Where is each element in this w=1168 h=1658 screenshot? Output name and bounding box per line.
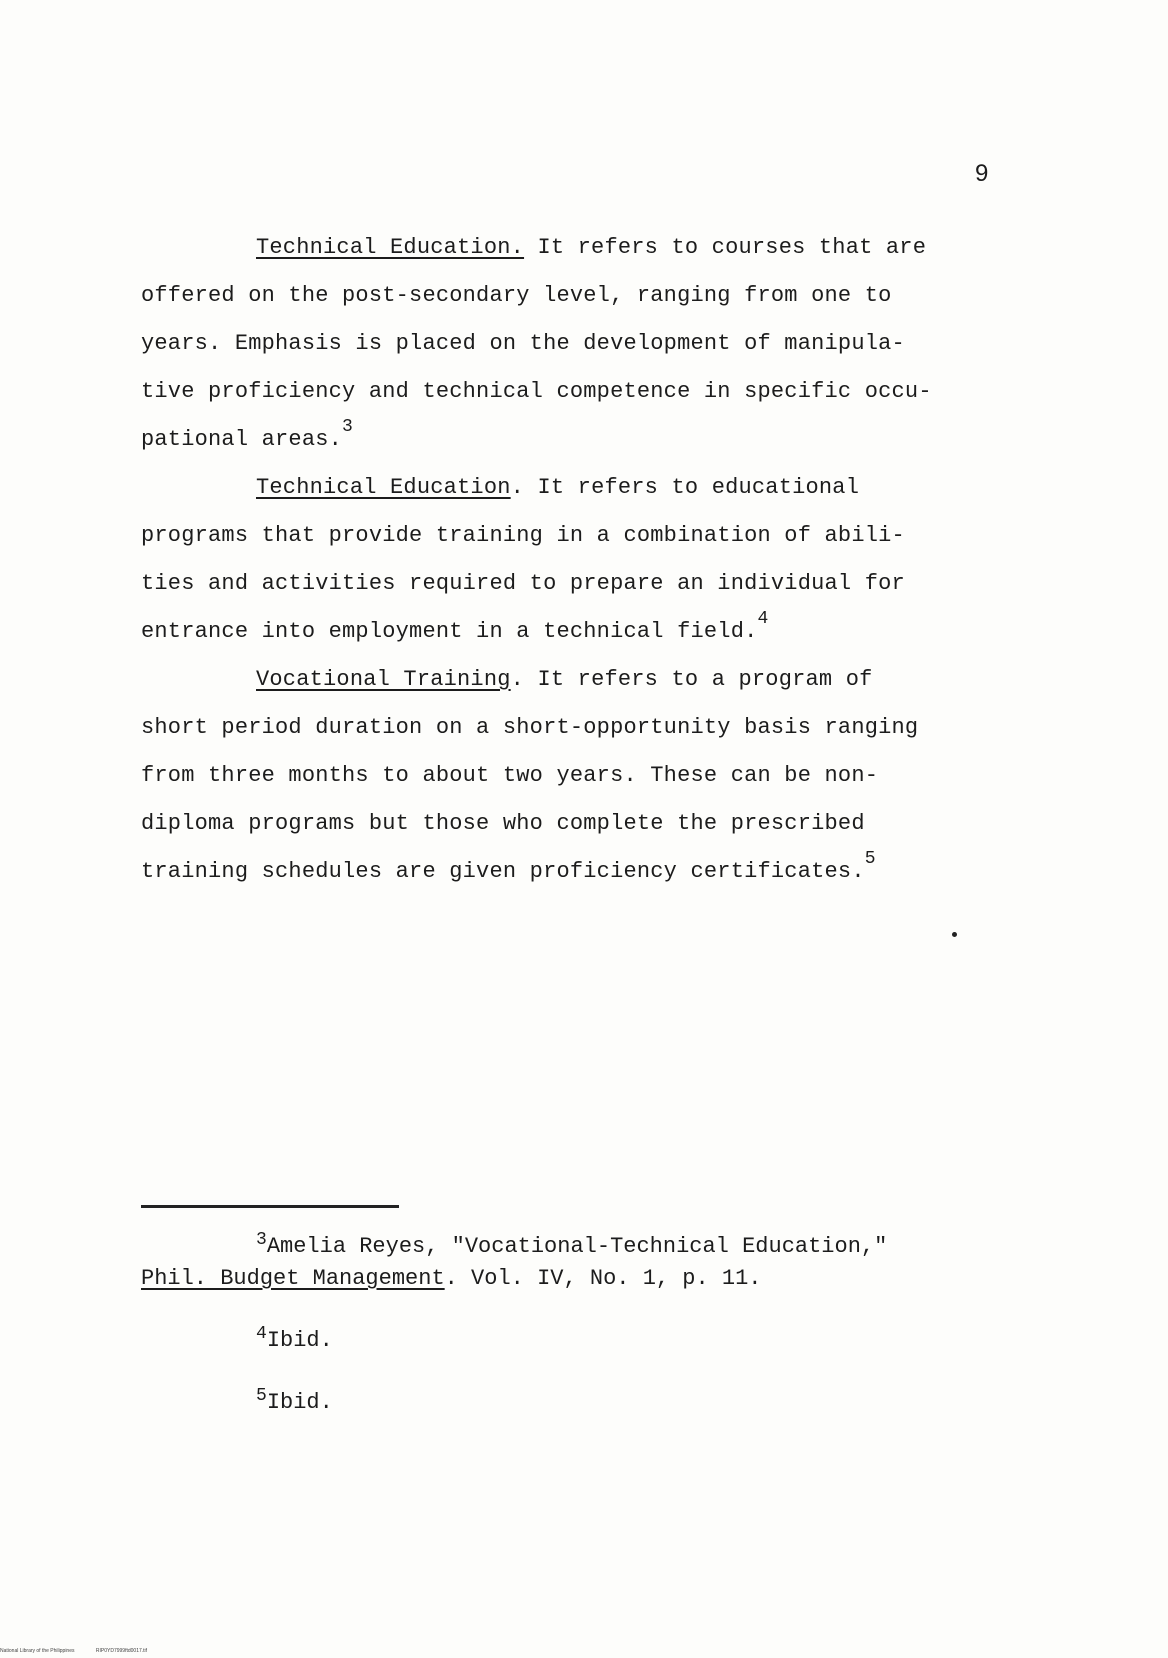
paragraph-1-line: offered on the post-secondary level, ranging from one to — [141, 283, 892, 308]
paragraph-1-first-line-text: It refers to courses that are — [524, 235, 927, 260]
footer-library: National Library of the Philippines — [0, 1648, 75, 1654]
footnotes — [141, 1231, 1001, 1419]
paragraph-2-last-line-text: entrance into employment in a technical field. — [141, 619, 758, 644]
scan-footer — [0, 1646, 1168, 1656]
footnote-4 — [141, 1325, 1001, 1357]
paragraph-2-heading: Technical Education — [256, 475, 511, 500]
paragraph-1-last-line — [141, 416, 1001, 464]
paragraph-3-line: from three months to about two years. These can be non- — [141, 763, 879, 788]
paragraph-2-last-line — [141, 608, 1001, 656]
paragraph-3-first-line — [141, 656, 1001, 704]
footnote-4-text: Ibid. — [266, 1328, 333, 1353]
paragraph-2-first-line-text: . It refers to educational — [510, 475, 860, 500]
footnote-5-number: 5 — [256, 1386, 267, 1406]
paragraph-3-heading: Vocational Training — [256, 667, 511, 692]
footnote-3-citation: . Vol. IV, No. 1, p. 11. — [444, 1266, 762, 1291]
paragraph-2-first-line — [141, 464, 1001, 512]
footnote-5-text: Ibid. — [266, 1390, 333, 1415]
paragraph-1-line: tive proficiency and technical competence in specific occu- — [141, 379, 932, 404]
footnote-ref-4: 4 — [757, 608, 769, 629]
footnote-5 — [141, 1387, 1001, 1419]
footnote-3-line-2 — [141, 1263, 1001, 1295]
paragraph-1-heading: Technical Education. — [256, 235, 525, 260]
paragraph-1-line: years. Emphasis is placed on the development of manipula- — [141, 331, 905, 356]
paragraph-1-first-line — [141, 224, 1001, 272]
paragraph-1-last-line-text: pational areas. — [141, 427, 343, 452]
footnote-3-number: 3 — [256, 1230, 267, 1250]
paragraph-3-line: diploma programs but those who complete the prescribed — [141, 811, 865, 836]
footnote-ref-5: 5 — [864, 848, 876, 869]
footnote-4-number: 4 — [256, 1324, 267, 1344]
footnote-ref-3: 3 — [342, 416, 354, 437]
paragraph-3-first-line-text: . It refers to a program of — [510, 667, 873, 692]
paragraph-3-line: short period duration on a short-opportunity basis ranging — [141, 715, 919, 740]
footer-file: RIP0YD7999ftd0017.tif — [95, 1648, 148, 1654]
paragraph-2-line: programs that provide training in a combination of abili- — [141, 523, 905, 548]
footnote-3-journal: Phil. Budget Management — [141, 1266, 445, 1291]
paragraph-3-last-line — [141, 848, 1001, 896]
paragraph-3-last-line-text: training schedules are given proficiency certificates. — [141, 859, 865, 884]
footnote-3-line-1 — [141, 1231, 1001, 1263]
footnote-3-text: Amelia Reyes, "Vocational-Technical Education," — [266, 1234, 888, 1259]
stray-dot-mark — [952, 932, 957, 937]
body-text — [141, 224, 1001, 896]
footnote-separator-rule — [141, 1205, 399, 1208]
page-number: 9 — [975, 160, 989, 187]
paragraph-2-line: ties and activities required to prepare an individual for — [141, 571, 905, 596]
